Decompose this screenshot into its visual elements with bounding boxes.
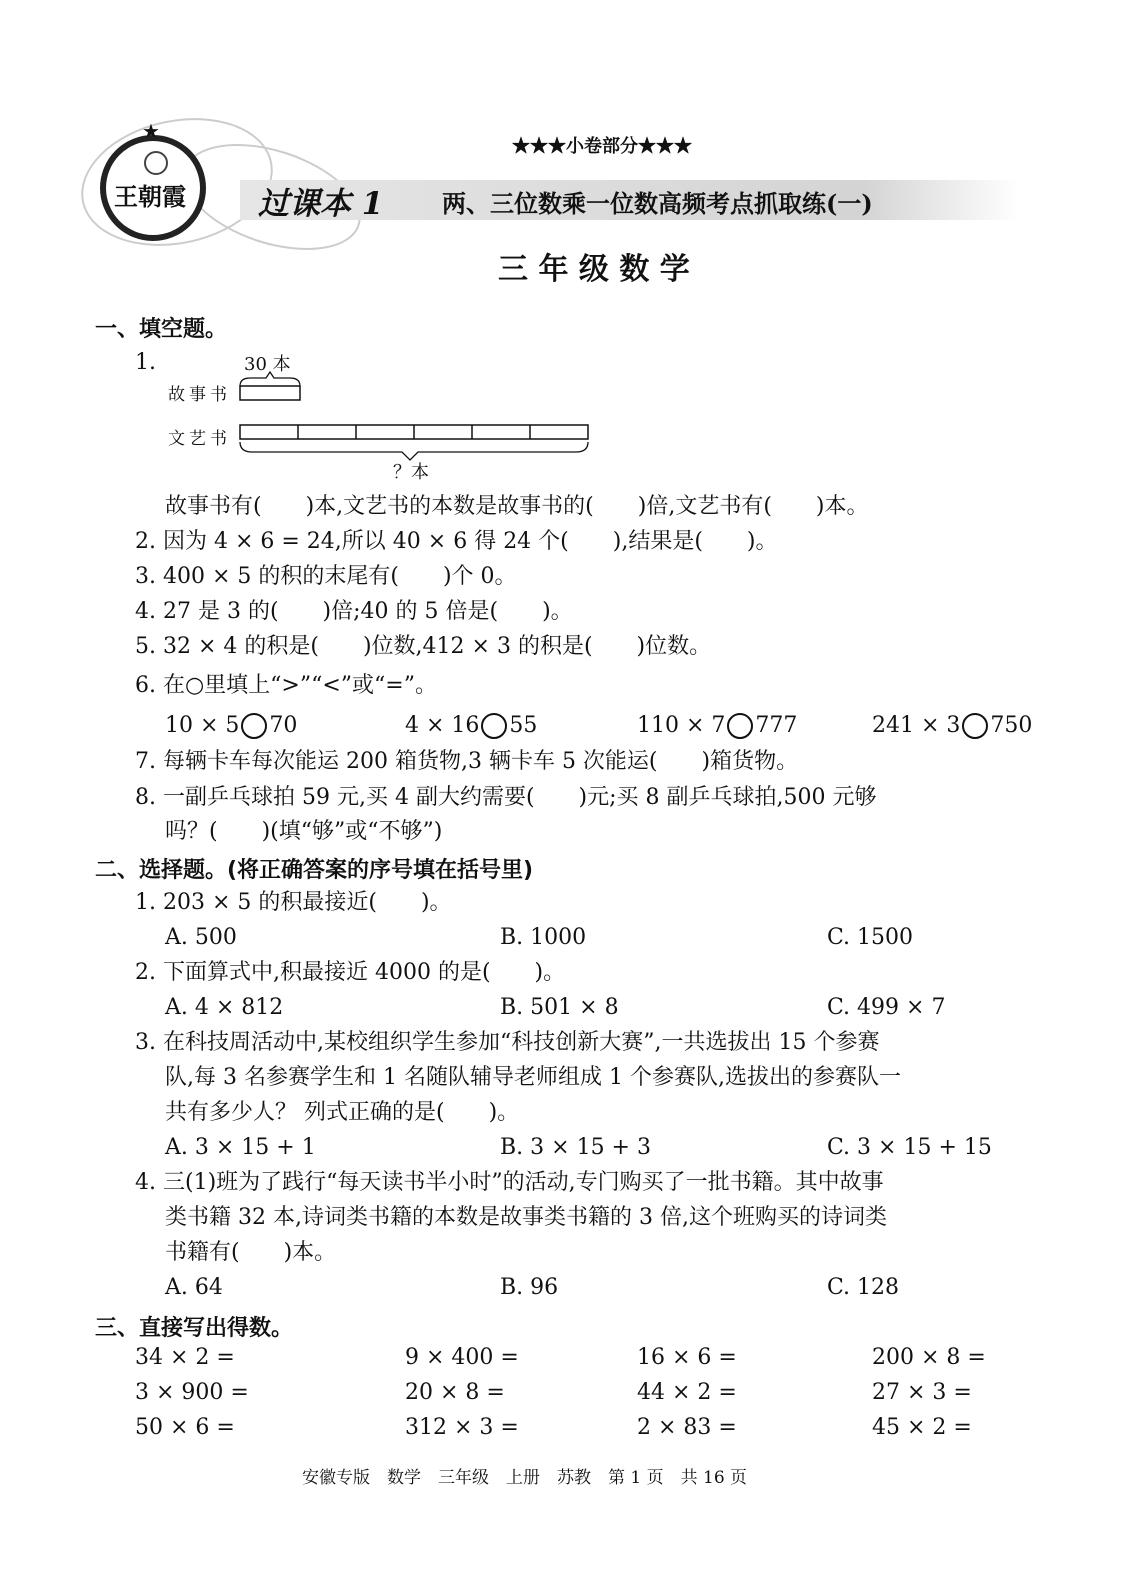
- compare-item: 241 × 3 750: [872, 713, 1033, 738]
- compare-circle[interactable]: [962, 713, 988, 739]
- question-text: 8. 一副乒乓球拍 59 元,买 4 副大约需要( )元;买 8 副乒乓球拍,500 元够: [135, 785, 877, 810]
- logo-star-icon: ★: [142, 119, 160, 143]
- oral-calc-item: 312 × 3 =: [405, 1415, 519, 1440]
- question-text: 3. 400 × 5 的积的末尾有( )个 0。: [135, 564, 517, 589]
- question-text: 吗？( )(填“够”或“不够”): [165, 819, 443, 844]
- section-heading: 一、填空题。: [95, 317, 228, 342]
- section-heading: 三、直接写出得数。: [95, 1316, 294, 1341]
- compare-item: 10 × 5 70: [165, 713, 298, 738]
- section-kicker: ★★★小卷部分★★★: [512, 136, 692, 157]
- line-segment-diagram: [230, 370, 600, 465]
- question-text: 6. 在○里填上“>”“<”或“=”。: [135, 673, 437, 698]
- question-text: 4. 27 是 3 的( )倍;40 的 5 倍是( )。: [135, 599, 573, 624]
- oral-calc-item: 2 × 83 =: [637, 1415, 737, 1440]
- choice-option: B. 3 × 15 + 3: [500, 1135, 651, 1160]
- logo-emblem: [144, 151, 168, 175]
- oral-calc-item: 44 × 2 =: [637, 1380, 737, 1405]
- page-title: 两、三位数乘一位数高频考点抓取练(一): [442, 189, 873, 218]
- question-text: 2. 因为 4 × 6 = 24,所以 40 × 6 得 24 个( ),结果是( )。: [135, 529, 778, 554]
- diagram-row-label: 文艺书: [168, 429, 231, 449]
- choice-option: C. 499 × 7: [827, 995, 946, 1020]
- choice-option: A. 4 × 812: [165, 995, 284, 1020]
- question-text: 3. 在科技周活动中,某校组织学生参加“科技创新大赛”,一共选拔出 15 个参赛: [135, 1030, 880, 1055]
- choice-option: A. 500: [165, 925, 237, 950]
- choice-option: B. 1000: [500, 925, 587, 950]
- question-number: 1.: [135, 350, 156, 375]
- compare-item: 110 × 7 777: [637, 713, 798, 738]
- choice-option: C. 1500: [827, 925, 914, 950]
- oral-calc-item: 45 × 2 =: [872, 1415, 972, 1440]
- page-footer: 安徽专版 数学 三年级 上册 苏教 第 1 页 共 16 页: [302, 1468, 748, 1488]
- question-text: 2. 下面算式中,积最接近 4000 的是( )。: [135, 960, 566, 985]
- oral-calc-item: 27 × 3 =: [872, 1380, 972, 1405]
- question-text: 4. 三(1)班为了践行“每天读书半小时”的活动,专门购买了一批书籍。其中故事: [135, 1170, 884, 1195]
- compare-circle[interactable]: [481, 713, 507, 739]
- oral-calc-item: 200 × 8 =: [872, 1345, 986, 1370]
- page-subtitle: 三 年 级 数 学: [498, 252, 690, 287]
- diagram-bottom-label: ？本: [393, 462, 429, 483]
- logo-text: 王朝霞: [114, 182, 186, 211]
- question-text: 共有多少人？ 列式正确的是( )。: [165, 1100, 520, 1125]
- publisher-logo: [100, 119, 206, 241]
- choice-option: A. 64: [165, 1275, 223, 1300]
- choice-option: B. 96: [500, 1275, 559, 1300]
- oral-calc-item: 3 × 900 =: [135, 1380, 249, 1405]
- oral-calc-item: 34 × 2 =: [135, 1345, 235, 1370]
- compare-circle[interactable]: [241, 713, 267, 739]
- choice-option: C. 3 × 15 + 15: [827, 1135, 992, 1160]
- question-text: 书籍有( )本。: [165, 1240, 337, 1265]
- diagram-row-label: 故事书: [168, 385, 231, 405]
- question-text: 5. 32 × 4 的积是( )位数,412 × 3 的积是( )位数。: [135, 634, 712, 659]
- oral-calc-item: 9 × 400 =: [405, 1345, 519, 1370]
- top-brace: [240, 372, 300, 386]
- diagram-top-label: 30 本: [244, 354, 291, 375]
- question-text: 1. 203 × 5 的积最接近( )。: [135, 890, 452, 915]
- choice-option: C. 128: [827, 1275, 900, 1300]
- unit-label: 过课本 1: [258, 186, 384, 222]
- compare-circle[interactable]: [727, 713, 753, 739]
- choice-option: A. 3 × 15 + 1: [165, 1135, 316, 1160]
- question-text: 7. 每辆卡车每次能运 200 箱货物,3 辆卡车 5 次能运( )箱货物。: [135, 749, 799, 774]
- oral-calc-item: 20 × 8 =: [405, 1380, 505, 1405]
- story-book-bar: [240, 386, 300, 400]
- oral-calc-item: 16 × 6 =: [637, 1345, 737, 1370]
- question-text: 类书籍 32 本,诗词类书籍的本数是故事类书籍的 3 倍,这个班购买的诗词类: [165, 1205, 887, 1230]
- choice-option: B. 501 × 8: [500, 995, 619, 1020]
- oral-calc-item: 50 × 6 =: [135, 1415, 235, 1440]
- compare-item: 4 × 16 55: [405, 713, 538, 738]
- question-text: 故事书有( )本,文艺书的本数是故事书的( )倍,文艺书有( )本。: [165, 494, 869, 519]
- section-heading: 二、选择题。(将正确答案的序号填在括号里): [95, 858, 534, 883]
- question-text: 队,每 3 名参赛学生和 1 名随队辅导老师组成 1 个参赛队,选拔出的参赛队一: [165, 1065, 901, 1090]
